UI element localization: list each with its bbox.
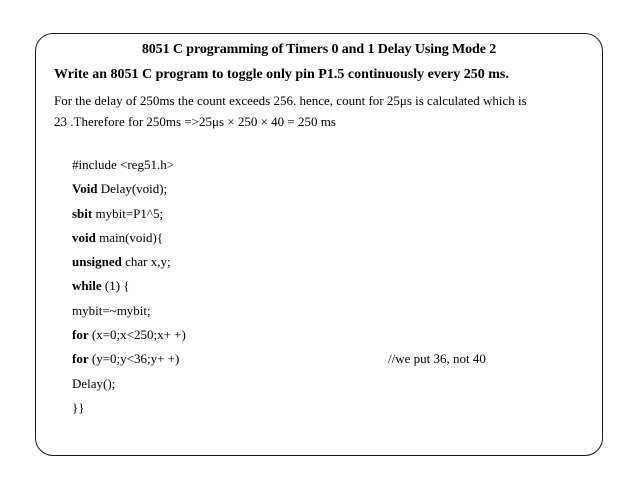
code-text: (x=0;x<250;x+ +) — [88, 327, 186, 343]
code-line-closing — [72, 396, 186, 420]
code-text: Delay(void); — [97, 181, 168, 197]
code-line-include — [72, 153, 186, 177]
code-keyword: void — [72, 229, 96, 245]
explanation-line-2: 23 .Therefore for 250ms =>25μs × 250 × 40 = 250 ms — [54, 114, 336, 129]
code-keyword: unsigned — [72, 254, 122, 270]
code-line-delay-call — [72, 372, 186, 396]
code-line-unsigned — [72, 250, 186, 274]
slide-subtitle: Write an 8051 C program to toggle only pin P1.5 continuously every 250 ms. — [54, 67, 509, 82]
slide-title: 8051 C programming of Timers 0 and 1 Delay Using Mode 2 — [141, 42, 497, 57]
code-text: (1) { — [101, 278, 130, 294]
code-keyword: for — [72, 327, 89, 343]
code-line-for-x — [72, 323, 186, 347]
code-line-main — [72, 226, 186, 250]
code-keyword: sbit — [72, 205, 93, 221]
code-text: (y=0;y<36;y+ +) — [88, 351, 180, 367]
code-line-toggle — [72, 299, 186, 323]
code-line-for-y — [72, 347, 486, 371]
code-keyword: for — [72, 351, 89, 367]
code-text: Delay(); — [72, 375, 116, 391]
code-comment: //we put 36, not 40 — [388, 351, 486, 367]
code-keyword: Void — [72, 181, 98, 197]
code-line-delay-decl — [72, 177, 186, 201]
code-text: main(void){ — [95, 229, 164, 245]
explanation-line-1: For the delay of 250ms the count exceeds 256. hence, count for 25μs is calculated which is — [54, 93, 527, 108]
code-text: #include <reg51.h> — [72, 157, 175, 172]
code-text: mybit=~mybit; — [72, 302, 151, 318]
code-line-sbit — [72, 202, 186, 226]
code-block — [72, 153, 486, 420]
code-text: }} — [72, 399, 85, 415]
code-line-while — [72, 274, 186, 298]
code-keyword: while — [72, 278, 102, 294]
code-text: char x,y; — [121, 254, 171, 270]
code-text: mybit=P1^5; — [92, 205, 164, 221]
